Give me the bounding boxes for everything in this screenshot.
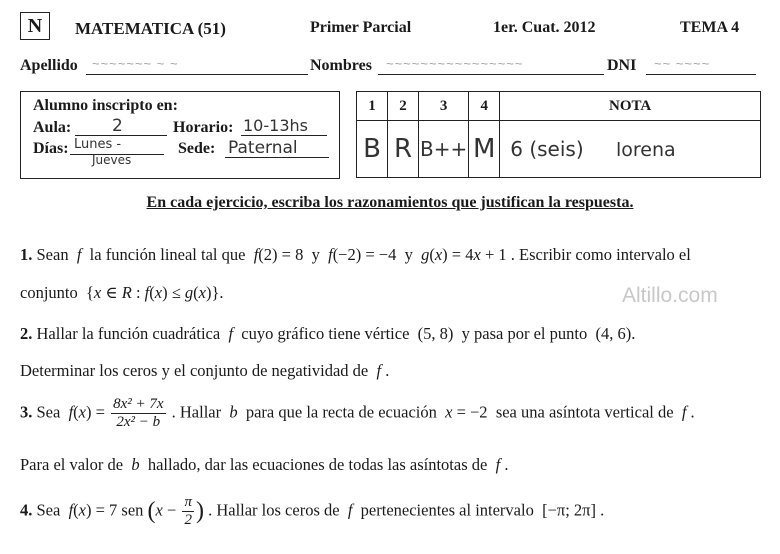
subject-title: MATEMATICA (51)	[75, 19, 226, 38]
tema-letter-box: N	[20, 12, 50, 40]
exercise-3-text-e: Para el valor de	[20, 455, 124, 474]
dni-line	[646, 74, 756, 75]
horario-label: Horario:	[173, 119, 234, 136]
exercise-4-text-c: pertenecientes al intervalo	[360, 500, 534, 520]
nombres-redacted: ~~~~~~~~~~~~~~~~	[386, 56, 524, 71]
exercise-2-number: 2.	[20, 324, 33, 343]
aula-label: Aula:	[33, 119, 72, 136]
grade-table	[356, 91, 761, 178]
horario-line	[241, 135, 327, 136]
grader-signature: lorena	[616, 139, 676, 161]
exercise-2-text-b: cuyo gráfico tiene vértice	[241, 324, 410, 343]
sede-line	[225, 157, 329, 158]
exercise-4-text-a: Sea	[36, 500, 61, 520]
exercise-3-text-c: para que la recta de ecuación	[245, 402, 437, 422]
exercise-4-fraction: $\frac{\pi}{2}$	[184, 494, 192, 528]
watermark: Altillo.com	[622, 284, 718, 307]
enrollment-title: Alumno inscripto en:	[33, 97, 178, 114]
dias-value-1: Lunes -	[74, 137, 122, 152]
grade-header-2: 2	[388, 92, 419, 121]
nombres-label: Nombres	[310, 57, 372, 74]
nota-value: 6 (seis)	[510, 137, 584, 161]
exercise-2-text-d: Determinar los ceros y el conjunto de negatividad de	[20, 361, 369, 380]
exercise-3-line-2: Para el valor de b hallado, dar las ecuaciones de todas las asíntotas de f .	[20, 455, 509, 474]
grade-value-row	[357, 121, 761, 178]
dias-label: Días:	[33, 140, 69, 157]
tema-label: TEMA 4	[680, 19, 740, 36]
exercise-4-number: 4.	[20, 500, 33, 520]
exercise-3-number: 3.	[20, 402, 33, 422]
instructions: En cada ejercicio, escriba los razonamientos que justifican la respuesta.	[146, 194, 634, 211]
grade-value-2: R	[388, 121, 419, 178]
grade-value-1: B	[357, 121, 388, 178]
exercise-2-text-a: Hallar la función cuadrática	[36, 324, 221, 343]
grade-header-3: 3	[419, 92, 469, 121]
grade-header-row	[357, 92, 761, 121]
nombres-line	[378, 74, 604, 75]
apellido-line	[86, 74, 308, 75]
exercise-3-text-a: Sea	[36, 402, 61, 422]
grade-value-4: M	[469, 121, 500, 178]
exercise-1-number: 1.	[20, 245, 33, 264]
grade-nota-cell	[500, 121, 761, 178]
dni-label: DNI	[607, 57, 637, 74]
exam-title: Primer Parcial	[310, 19, 412, 36]
exercise-2-text-c: y pasa por el punto	[461, 324, 588, 343]
aula-value: 2	[112, 116, 123, 136]
grade-header-4: 4	[469, 92, 500, 121]
exercise-1-text-d: conjunto	[20, 283, 78, 302]
grade-header-nota: NOTA	[500, 92, 761, 121]
exercise-1-text-c: Escribir como intervalo el	[519, 245, 691, 264]
exercise-1-text-a: Sean	[36, 245, 69, 264]
sede-label: Sede:	[178, 140, 216, 157]
exercise-4-text-b: . Hallar los ceros de	[208, 500, 340, 520]
exercise-1-line-1: 1. Sean f la función lineal tal que f(2) = 8 y f(−2) = −4 y g(x) = 4x + 1 . Escribir como intervalo el	[20, 245, 691, 264]
exercise-4-line-1: 4. Sea f(x) = 7 sen (x − $\frac{\pi}{2}$ ) . Hallar los ceros de f pertenecientes al intervalo [−π; 2π] .	[20, 494, 605, 528]
exercise-3-text-f: hallado, dar las ecuaciones de todas las asíntotas de	[147, 455, 488, 474]
exercise-1-text-b: la función lineal tal que	[89, 245, 246, 264]
grade-value-3: B++	[419, 121, 469, 178]
exercise-3-fraction: $\frac{\text{8x² + 7x}}{\text{2x² − b}}$	[113, 396, 164, 430]
apellido-label: Apellido	[20, 57, 78, 74]
exercise-1-line-2: conjunto {x ∈ R : f(x) ≤ g(x)}.	[20, 283, 224, 302]
exercise-2-line-2: Determinar los ceros y el conjunto de negatividad de f .	[20, 361, 390, 380]
exercise-3-line-1: 3. Sea f(x) = $\frac{\text{8x² + 7x}}{\text{2x² − b}}$ . Hallar b para que la recta de ecuación x = −2 sea una asíntota vertical de f .	[20, 396, 695, 430]
horario-value: 10-13hs	[243, 116, 308, 135]
dias-value-2: Jueves	[92, 153, 132, 167]
exercise-3-text-b: . Hallar	[171, 402, 222, 422]
apellido-redacted: ~~~~~~~ ~ ~	[92, 56, 179, 71]
exercise-3-text-d: sea una asíntota vertical de	[495, 402, 674, 422]
term-label: 1er. Cuat. 2012	[493, 19, 596, 36]
dni-redacted: ~~ ~~~~	[654, 56, 711, 71]
sede-value: Paternal	[228, 138, 298, 158]
grade-header-1: 1	[357, 92, 388, 121]
exercise-2-line-1: 2. Hallar la función cuadrática f cuyo gráfico tiene vértice (5, 8) y pasa por el punto (4, 6).	[20, 324, 636, 343]
